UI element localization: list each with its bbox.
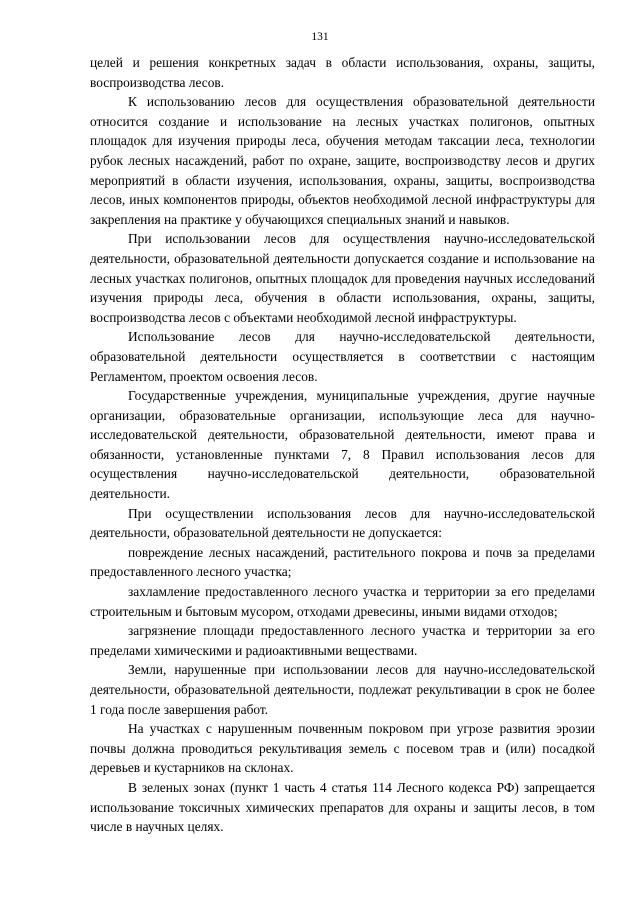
paragraph: целей и решения конкретных задач в области использования, охраны, защиты, воспроизводства лесов. (90, 55, 595, 90)
list-item: захламление предоставленного лесного участка и территории за его пределами строительным и бытовым мусором, отходами древесины, иными видами отходов; (90, 584, 595, 619)
paragraph: Земли, нарушенные при использовании лесов для научно-исследовательской деятельности, образовательной деятельности, подлежат рекультивации в срок не более 1 года после завершения работ. (90, 662, 595, 717)
page-number: 131 (311, 31, 329, 43)
list-item: повреждение лесных насаждений, растительного покрова и почв за пределами предоставленного лесного участка; (90, 544, 595, 580)
paragraph: При осуществлении использования лесов для научно-исследовательской деятельности, образовательной деятельности не допускается: (90, 505, 595, 541)
paragraph: Использование лесов для научно-исследовательской деятельности, образовательной деятельности осуществляется в соответствии с настоящим Регламентом, проектом освоения лесов. (90, 329, 595, 384)
paragraph: При использовании лесов для осуществления научно-исследовательской деятельности, образовательной деятельности допускается создание и использование на лесных участках полигонов, опытных площадок для проведения научных исследований изучения природы леса, обучения в области использования, охраны, защиты, воспроизводства лесов с объектами необходимой лесной инфраструктуры. (90, 231, 595, 325)
list-item: загрязнение площади предоставленного лесного участка и территории за его пределами химическими и радиоактивными веществами. (90, 623, 595, 658)
paragraph: К использованию лесов для осуществления образовательной деятельности относится создание и использование на лесных участках полигонов, опытных площадок для изучения природы леса, обучения методам таксации леса, технологии рубок лесных насаждений, работ по охране, защите, воспроизводству лесов и других мероприятий в области изучения, использования, охраны, защиты, воспроизводства лесов, иных компонентов природы, объектов необходимой лесной инфраструктуры для закрепления на практике у обучающихся специальных знаний и навыков. (90, 94, 595, 227)
paragraph: В зеленых зонах (пункт 1 часть 4 статья 114 Лесного кодекса РФ) запрещается использование токсичных химических препаратов для охраны и защиты лесов, в том числе в научных целях. (90, 779, 595, 835)
document-body (90, 53, 595, 837)
paragraph: На участках с нарушенным почвенным покровом при угрозе развития эрозии почвы должна проводиться рекультивация земель с посевом трав и (или) посадкой деревьев и кустарников на склонах. (90, 721, 595, 776)
paragraph: Государственные учреждения, муниципальные учреждения, другие научные организации, образовательные организации, использующие леса для научно-исследовательской деятельности, образовательной деятельности, имеют права и обязанности, установленные пунктами 7, 8 Правил использования лесов для осуществления научно-исследовательской деятельности, образовательной деятельности. (90, 388, 595, 502)
